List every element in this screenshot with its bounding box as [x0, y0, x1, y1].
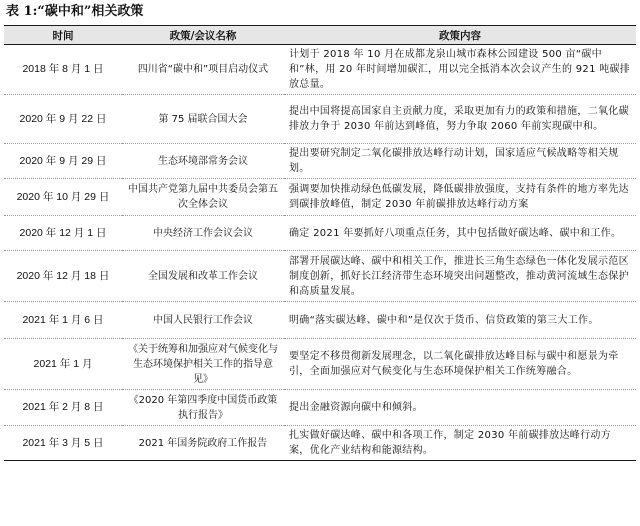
header-row: [4, 26, 636, 45]
cell-policy-name: 2021 年国务院政府工作报告: [122, 426, 284, 461]
cell-time: 2021 年 1 月: [4, 339, 122, 390]
cell-time: 2020 年 10 月 29 日: [4, 179, 122, 216]
table-row: [4, 426, 636, 461]
cell-policy-content: 提出金融资源向碳中和倾斜。: [284, 390, 636, 426]
cell-policy-name: 《关于统筹和加强应对气候变化与生态环境保护相关工作的指导意见》: [122, 339, 284, 390]
cell-policy-name: 全国发展和改革工作会议: [122, 251, 284, 302]
table-row: [4, 144, 636, 179]
table-caption: 表 1:“碳中和”相关政策: [6, 4, 144, 19]
table-header: [4, 26, 636, 45]
table-body: [4, 45, 636, 461]
header-policy-name: 政策/会议名称: [122, 26, 284, 45]
table-row: [4, 339, 636, 390]
cell-time: 2020 年 9 月 22 日: [4, 95, 122, 144]
cell-time: 2021 年 2 月 8 日: [4, 390, 122, 426]
cell-policy-content: 部署开展碳达峰、碳中和相关工作，推进长三角生态绿色一体化发展示范区制度创新，抓好长江经济带生态环境突出问题整改，推动黄河流域生态保护和高质量发展。: [284, 251, 636, 302]
cell-policy-name: 第 75 届联合国大会: [122, 95, 284, 144]
table-row: [4, 179, 636, 216]
cell-time: 2020 年 12 月 1 日: [4, 216, 122, 251]
cell-policy-content: 扎实做好碳达峰、碳中和各项工作，制定 2030 年前碳排放达峰行动方案，优化产业结构和能源结构。: [284, 426, 636, 461]
table-row: [4, 216, 636, 251]
cell-policy-content: 提出要研究制定二氧化碳排放达峰行动计划，国家适应气候战略等相关规划。: [284, 144, 636, 179]
cell-policy-name: 四川省“碳中和”项目启动仪式: [122, 45, 284, 95]
cell-time: 2018 年 8 月 1 日: [4, 45, 122, 95]
cell-policy-content: 确定 2021 年要抓好八项重点任务，其中包括做好碳达峰、碳中和工作。: [284, 216, 636, 251]
table-row: [4, 251, 636, 302]
cell-policy-content: 明确“落实碳达峰、碳中和”是仅次于货币、信贷政策的第三大工作。: [284, 302, 636, 339]
cell-policy-name: 生态环境部常务会议: [122, 144, 284, 179]
cell-policy-name: 中国人民银行工作会议: [122, 302, 284, 339]
header-time: 时间: [4, 26, 122, 45]
cell-time: 2021 年 1 月 6 日: [4, 302, 122, 339]
cell-policy-content: 要坚定不移贯彻新发展理念，以二氧化碳排放达峰目标与碳中和愿景为牵引，全面加强应对气候变化与生态环境保护相关工作统筹融合。: [284, 339, 636, 390]
cell-time: 2020 年 9 月 29 日: [4, 144, 122, 179]
cell-time: 2020 年 12 月 18 日: [4, 251, 122, 302]
cell-policy-name: 中央经济工作会议会议: [122, 216, 284, 251]
table-row: [4, 302, 636, 339]
cell-policy-content: 提出中国将提高国家自主贡献力度，采取更加有力的政策和措施，二氧化碳排放力争于 2030 年前达到峰值，努力争取 2060 年前实现碳中和。: [284, 95, 636, 144]
table-row: [4, 45, 636, 95]
cell-policy-content: 计划于 2018 年 10 月在成都龙泉山城市森林公园建设 500 亩“碳中和”林，用 20 年时间增加碳汇，用以完全抵消本次会议产生的 921 吨碳排放总量。: [284, 45, 636, 95]
table-row: [4, 95, 636, 144]
cell-policy-name: 中国共产党第九届中共委员会第五次全体会议: [122, 179, 284, 216]
header-policy-content: 政策内容: [284, 26, 636, 45]
table-row: [4, 390, 636, 426]
policy-table: [4, 25, 636, 461]
cell-policy-name: 《2020 年第四季度中国货币政策执行报告》: [122, 390, 284, 426]
cell-time: 2021 年 3 月 5 日: [4, 426, 122, 461]
cell-policy-content: 强调要加快推动绿色低碳发展，降低碳排放强度，支持有条件的地方率先达到碳排放峰值，制定 2030 年前碳排放达峰行动方案: [284, 179, 636, 216]
